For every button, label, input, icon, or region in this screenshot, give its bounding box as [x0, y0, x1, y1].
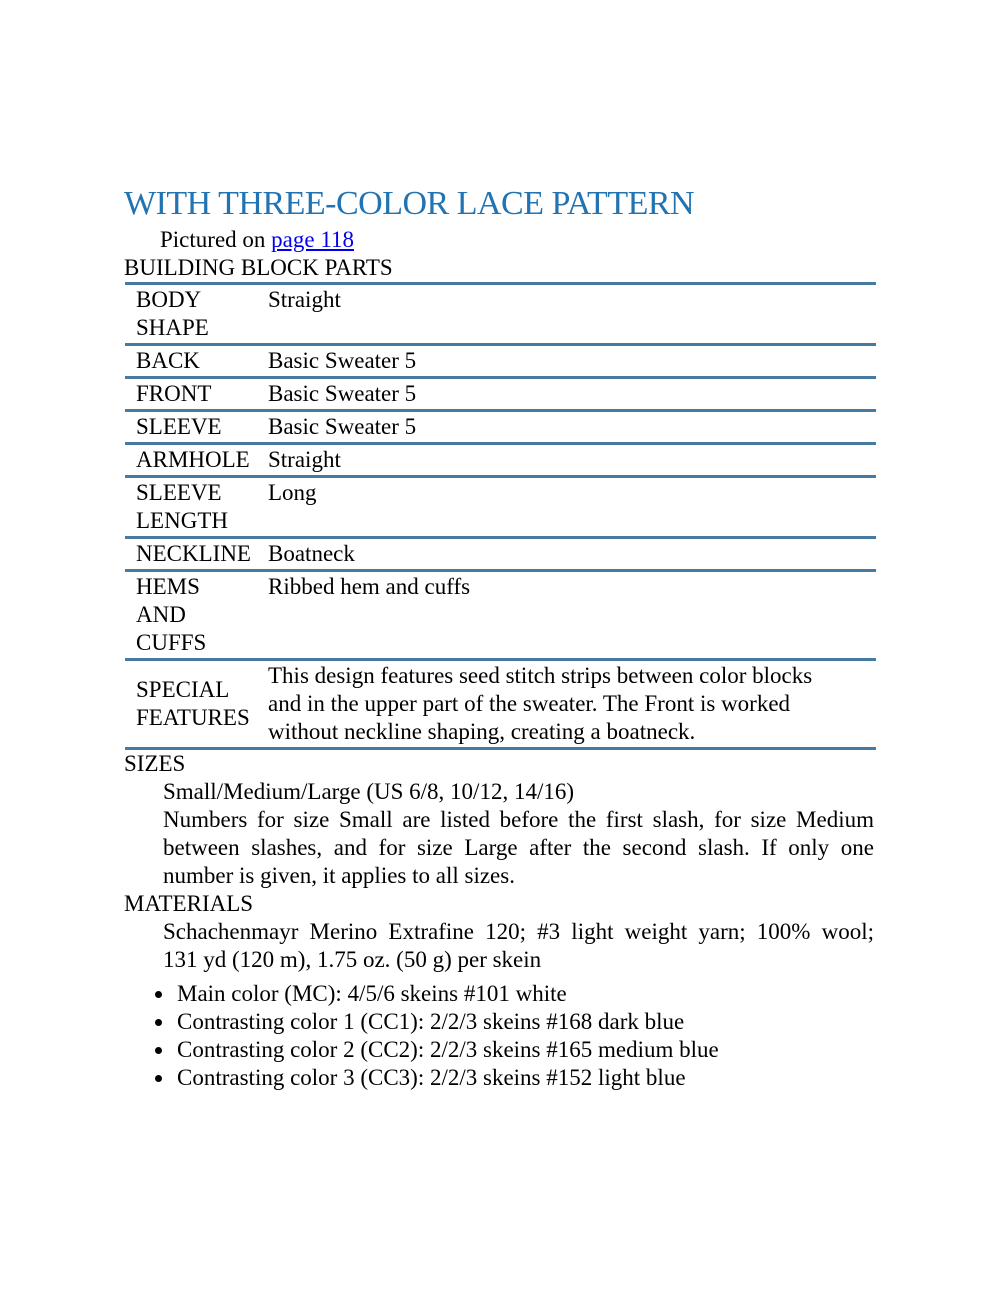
list-item-contrasting-color-2: • Contrasting color 2 (CC2): 2/2/3 skeins #165 medium blue [175, 1036, 874, 1064]
page-118-link[interactable]: page 118 [271, 227, 354, 252]
row-value-line: Basic Sweater 5 [268, 348, 417, 373]
table-row-body-shape [125, 284, 876, 345]
table-row-sleeve-length [125, 477, 876, 538]
row-value-line: This design features seed stitch strips between color blocks [268, 663, 813, 688]
row-value-line: and in the upper part of the sweater. The Front is worked [268, 691, 791, 716]
row-label-line: FEATURES [136, 705, 250, 730]
row-label [125, 378, 256, 411]
row-value-line: Basic Sweater 5 [268, 414, 417, 439]
row-label-line: SPECIAL [136, 677, 230, 702]
row-value [256, 378, 876, 411]
row-label-line: FRONT [136, 381, 212, 406]
sizes-note-line: Numbers for size Small are listed before the first slash, for size Medium [163, 807, 874, 832]
row-value-line: Boatneck [268, 541, 355, 566]
row-label-line: HEMS [136, 574, 200, 599]
sizes-note-line: between slashes, and for size Large after the second slash. If only one [163, 835, 874, 860]
sizes-body [163, 778, 874, 890]
row-value [256, 477, 876, 538]
row-label [125, 411, 256, 444]
table-row-sleeve [125, 411, 876, 444]
row-label-line: SHAPE [136, 315, 209, 340]
row-label-line: AND [136, 602, 186, 627]
sizes-note-line: number is given, it applies to all sizes. [163, 863, 515, 888]
row-value-line: without neckline shaping, creating a boatneck. [268, 719, 696, 744]
row-label-line: SLEEVE [136, 480, 222, 505]
row-label-line: BODY [136, 287, 202, 312]
row-label-line: CUFFS [136, 630, 207, 655]
row-value-line: Straight [268, 447, 341, 472]
row-value [256, 411, 876, 444]
list-item-contrasting-color-1: • Contrasting color 1 (CC1): 2/2/3 skeins #168 dark blue [175, 1008, 874, 1036]
row-value-line: Basic Sweater 5 [268, 381, 417, 406]
materials-yarn-line: 131 yd (120 m), 1.75 oz. (50 g) per skein [163, 947, 542, 972]
page-title: WITH THREE-COLOR LACE PATTERN [124, 185, 695, 222]
row-value [256, 444, 876, 477]
row-value-line: Ribbed hem and cuffs [268, 574, 471, 599]
table-row-neckline [125, 538, 876, 571]
row-label [125, 284, 256, 345]
row-value [256, 660, 876, 749]
building-block-parts-table [125, 282, 876, 750]
row-label-line: ARMHOLE [136, 447, 250, 472]
row-label-line: LENGTH [136, 508, 228, 533]
pictured-caption [160, 226, 874, 254]
row-value-line: Straight [268, 287, 341, 312]
row-label [125, 345, 256, 378]
row-label-line: NECKLINE [136, 541, 251, 566]
table-row-hems-and-cuffs [125, 571, 876, 660]
materials-color-list [124, 980, 874, 1092]
row-label-line: SLEEVE [136, 414, 222, 439]
list-item-main-color: • Main color (MC): 4/5/6 skeins #101 white [175, 980, 874, 1008]
materials-yarn-line: Schachenmayr Merino Extrafine 120; #3 light weight yarn; 100% wool; [163, 919, 874, 944]
row-label [125, 538, 256, 571]
materials-body [163, 918, 874, 974]
row-value [256, 571, 876, 660]
list-item-contrasting-color-3: • Contrasting color 3 (CC3): 2/2/3 skeins #152 light blue [175, 1064, 874, 1092]
materials-heading: MATERIALS [124, 891, 254, 916]
row-label [125, 571, 256, 660]
pictured-caption-prefix: Pictured on [160, 227, 272, 252]
row-label [125, 444, 256, 477]
row-value-line: Long [268, 480, 317, 505]
table-row-armhole [125, 444, 876, 477]
sizes-range: Small/Medium/Large (US 6/8, 10/12, 14/16) [163, 779, 574, 804]
table-row-front [125, 378, 876, 411]
row-value [256, 538, 876, 571]
building-block-parts-heading: BUILDING BLOCK PARTS [124, 255, 393, 280]
table-row-back [125, 345, 876, 378]
row-value [256, 284, 876, 345]
row-value [256, 345, 876, 378]
row-label-line: BACK [136, 348, 200, 373]
row-label [125, 660, 256, 749]
row-label [125, 477, 256, 538]
table-row-special-features [125, 660, 876, 749]
sizes-heading: SIZES [124, 751, 186, 776]
